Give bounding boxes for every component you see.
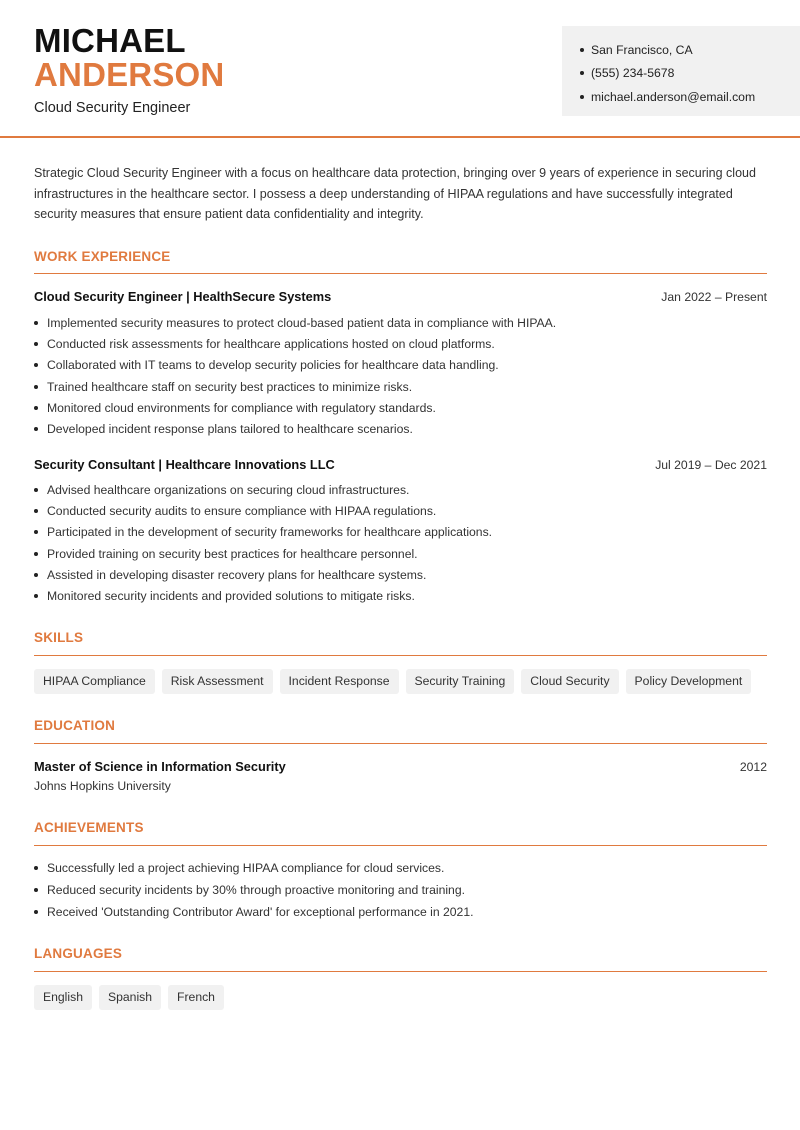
bullet-icon: [34, 552, 38, 556]
section-title-languages: LANGUAGES: [34, 946, 123, 961]
job-date: Jul 2019 – Dec 2021: [655, 458, 767, 472]
education-degree: Master of Science in Information Security: [34, 759, 286, 774]
section-title-skills: SKILLS: [34, 630, 84, 645]
skill-chip: Cloud Security: [521, 669, 618, 694]
education-year: 2012: [739, 760, 767, 774]
list-item: [34, 564, 767, 585]
list-item-text: Participated in the development of security frameworks for healthcare applications.: [47, 525, 493, 540]
list-item-text: Conducted security audits to ensure compliance with HIPAA regulations.: [47, 503, 437, 518]
language-chip: French: [168, 985, 224, 1010]
list-item-text: Assisted in developing disaster recovery plans for healthcare systems.: [47, 567, 427, 582]
bullet-icon: [34, 530, 38, 534]
bullet-icon: [34, 866, 38, 870]
list-item: [34, 418, 767, 439]
list-item-text: Received 'Outstanding Contributor Award' for exceptional performance in 2021.: [47, 905, 474, 919]
summary-paragraph: Strategic Cloud Security Engineer with a focus on healthcare data protection, bringing over 9 years of experience in securing cloud infrastructures in the healthcare sector. I possess a deep understanding of HIPAA regulations and have successfully integrated security measures that ensure patient data confidentiality and integrity.: [34, 166, 756, 221]
list-item-text: Conducted risk assessments for healthcare applications hosted on cloud platforms.: [47, 336, 495, 351]
job-title-company: Cloud Security Engineer | HealthSecure Systems: [34, 289, 332, 304]
job-header: [34, 289, 767, 304]
skill-chip: Policy Development: [626, 669, 752, 694]
section-title-achievements: ACHIEVEMENTS: [34, 820, 144, 835]
list-item-text: Developed incident response plans tailored to healthcare scenarios.: [47, 422, 413, 437]
list-item: [34, 355, 767, 376]
bullet-icon: [34, 385, 38, 389]
language-chip: Spanish: [99, 985, 161, 1010]
skill-chip: Risk Assessment: [162, 669, 273, 694]
bullet-icon: [34, 427, 38, 431]
last-name: ANDERSON: [34, 56, 225, 93]
list-item-text: Advised healthcare organizations on securing cloud infrastructures.: [47, 482, 410, 497]
list-item-text: Provided training on security best practices for healthcare personnel.: [47, 546, 418, 561]
section-divider: [34, 743, 767, 744]
job-title: Cloud Security Engineer: [34, 100, 191, 116]
skills-chip-list: [34, 669, 751, 694]
list-item: [34, 397, 767, 418]
bullet-icon: [580, 71, 584, 75]
language-chip: English: [34, 985, 92, 1010]
list-item-text: Trained healthcare staff on security best practices to minimize risks.: [47, 379, 413, 394]
first-name: MICHAEL: [34, 22, 186, 59]
list-item: [34, 333, 767, 354]
job-bullet-list: [34, 479, 767, 607]
bullet-icon: [34, 888, 38, 892]
contact-phone: [562, 62, 800, 86]
education-school: Johns Hopkins University: [34, 779, 171, 793]
section-divider: [34, 971, 767, 972]
bullet-icon: [34, 321, 38, 325]
section-title-education: EDUCATION: [34, 718, 116, 733]
bullet-icon: [34, 342, 38, 346]
contact-phone-text: (555) 234-5678: [591, 66, 675, 81]
contact-location-text: San Francisco, CA: [591, 42, 693, 57]
education-header: [34, 759, 767, 774]
bullet-icon: [580, 48, 584, 52]
list-item: [34, 376, 767, 397]
skill-chip: Incident Response: [280, 669, 399, 694]
list-item-text: Implemented security measures to protect cloud-based patient data in compliance with HIPAA.: [47, 315, 557, 330]
job-header: [34, 457, 767, 472]
list-item: [34, 879, 767, 901]
contact-box: [562, 26, 800, 116]
section-title-work: WORK EXPERIENCE: [34, 249, 171, 264]
list-item: [34, 585, 767, 606]
skill-chip: HIPAA Compliance: [34, 669, 155, 694]
bullet-icon: [34, 406, 38, 410]
section-divider: [34, 655, 767, 656]
resume-header: [0, 0, 800, 138]
list-item-text: Successfully led a project achieving HIPAA compliance for cloud services.: [47, 861, 445, 875]
list-item: [34, 479, 767, 500]
contact-email-text[interactable]: michael.anderson@email.com: [591, 89, 756, 104]
list-item-text: Monitored security incidents and provided solutions to mitigate risks.: [47, 589, 415, 604]
list-item: [34, 901, 767, 923]
list-item-text: Reduced security incidents by 30% through proactive monitoring and training.: [47, 883, 465, 897]
list-item: [34, 500, 767, 521]
list-item: [34, 522, 767, 543]
job-title-company: Security Consultant | Healthcare Innovations LLC: [34, 457, 335, 472]
list-item: [34, 543, 767, 564]
bullet-icon: [34, 594, 38, 598]
section-divider: [34, 845, 767, 846]
achievements-list: [34, 857, 767, 923]
skill-chip: Security Training: [406, 669, 515, 694]
list-item-text: Collaborated with IT teams to develop security policies for healthcare data handling.: [47, 358, 499, 373]
languages-chip-list: [34, 985, 224, 1010]
job-bullet-list: [34, 312, 767, 440]
bullet-icon: [34, 363, 38, 367]
bullet-icon: [34, 910, 38, 914]
job-date: Jan 2022 – Present: [661, 290, 767, 304]
contact-email[interactable]: [562, 85, 800, 109]
list-item-text: Monitored cloud environments for compliance with regulatory standards.: [47, 400, 436, 415]
list-item: [34, 857, 767, 879]
section-divider: [34, 273, 767, 274]
list-item: [34, 312, 767, 333]
bullet-icon: [34, 509, 38, 513]
contact-location: [562, 38, 800, 62]
bullet-icon: [580, 95, 584, 99]
bullet-icon: [34, 573, 38, 577]
bullet-icon: [34, 488, 38, 492]
